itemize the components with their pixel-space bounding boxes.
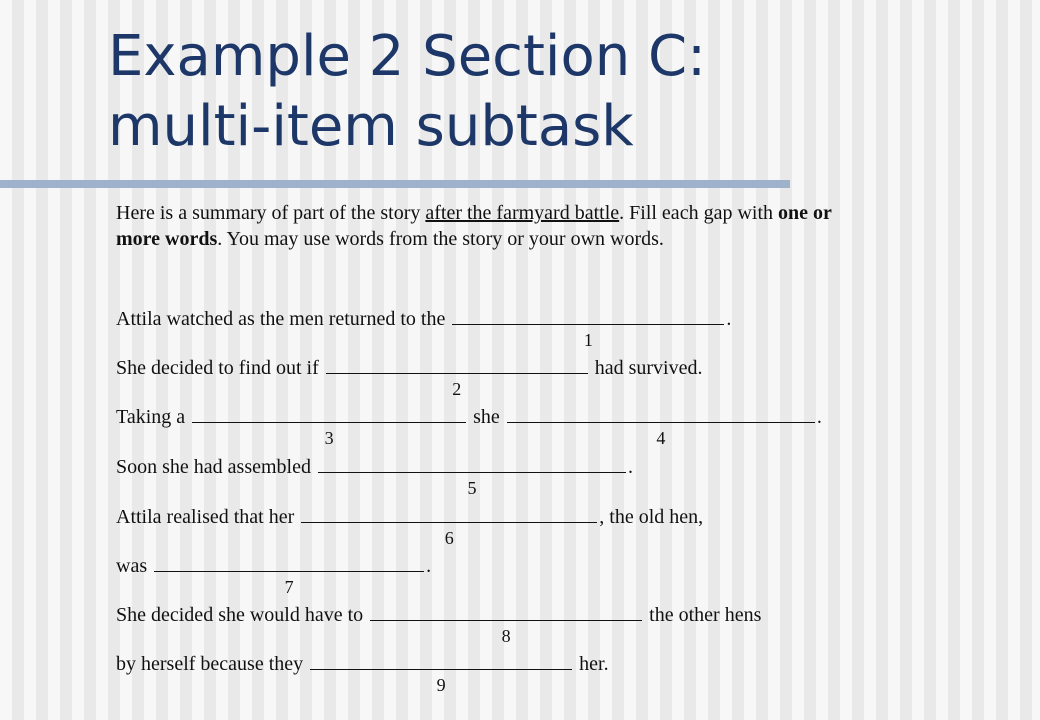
summary-line-3: [116, 404, 822, 448]
line-text: .: [816, 406, 822, 428]
title-line-2: multi-item subtask: [108, 94, 634, 159]
line-text: She decided to find out if: [116, 357, 324, 379]
instructions-bold: one or more words: [116, 202, 832, 250]
gap-number: 2: [452, 379, 462, 399]
instructions: [116, 200, 876, 252]
gap-number: 5: [467, 478, 477, 498]
instructions-part-3: . You may use words from the story or your own words.: [217, 228, 664, 250]
title-divider: [0, 180, 790, 188]
line-text: Taking a: [116, 406, 191, 428]
gap-3[interactable]: [192, 404, 466, 448]
line-text: was: [116, 555, 153, 577]
gap-number: 8: [501, 626, 511, 646]
line-text: the other hens: [644, 604, 762, 626]
summary-line-5: [116, 504, 704, 548]
gap-4[interactable]: [507, 404, 815, 448]
line-text: Soon she had assembled: [116, 456, 316, 478]
instructions-part-1: Here is a summary of part of the story: [116, 202, 426, 224]
line-text: her.: [574, 653, 609, 675]
gap-2[interactable]: [326, 355, 588, 399]
gap-7[interactable]: [154, 553, 424, 597]
gap-9[interactable]: [310, 651, 572, 695]
summary-line-4: [116, 454, 633, 498]
gap-5[interactable]: [318, 454, 626, 498]
gap-number: 3: [324, 428, 334, 448]
summary-line-2: [116, 355, 703, 399]
line-text: .: [627, 456, 633, 478]
line-text: Attila watched as the men returned to the: [116, 308, 451, 330]
line-text: .: [726, 308, 732, 330]
gap-number: 7: [284, 577, 294, 597]
gap-1[interactable]: [452, 306, 724, 350]
summary-line-1: [116, 306, 732, 350]
summary-line-7: [116, 602, 762, 646]
line-text: , the old hen,: [599, 506, 704, 528]
line-text: by herself because they: [116, 653, 309, 675]
gap-number: 6: [444, 528, 454, 548]
slide-title: [108, 22, 706, 162]
line-text: Attila realised that her: [116, 506, 300, 528]
line-text: She decided she would have to: [116, 604, 369, 626]
summary-line-6: [116, 553, 432, 597]
instructions-part-2: . Fill each gap with: [619, 202, 778, 224]
gap-number: 9: [436, 675, 446, 695]
line-text: she: [468, 406, 505, 428]
instructions-underlined: after the farmyard battle: [425, 202, 620, 224]
gap-6[interactable]: [301, 504, 597, 548]
gap-8[interactable]: [370, 602, 642, 646]
gap-number: 1: [583, 330, 593, 350]
title-line-1: Example 2 Section C:: [108, 24, 707, 89]
gap-number: 4: [656, 428, 666, 448]
line-text: .: [426, 555, 432, 577]
line-text: had survived.: [589, 357, 703, 379]
summary-line-8: [116, 651, 609, 695]
worksheet: [116, 200, 876, 695]
